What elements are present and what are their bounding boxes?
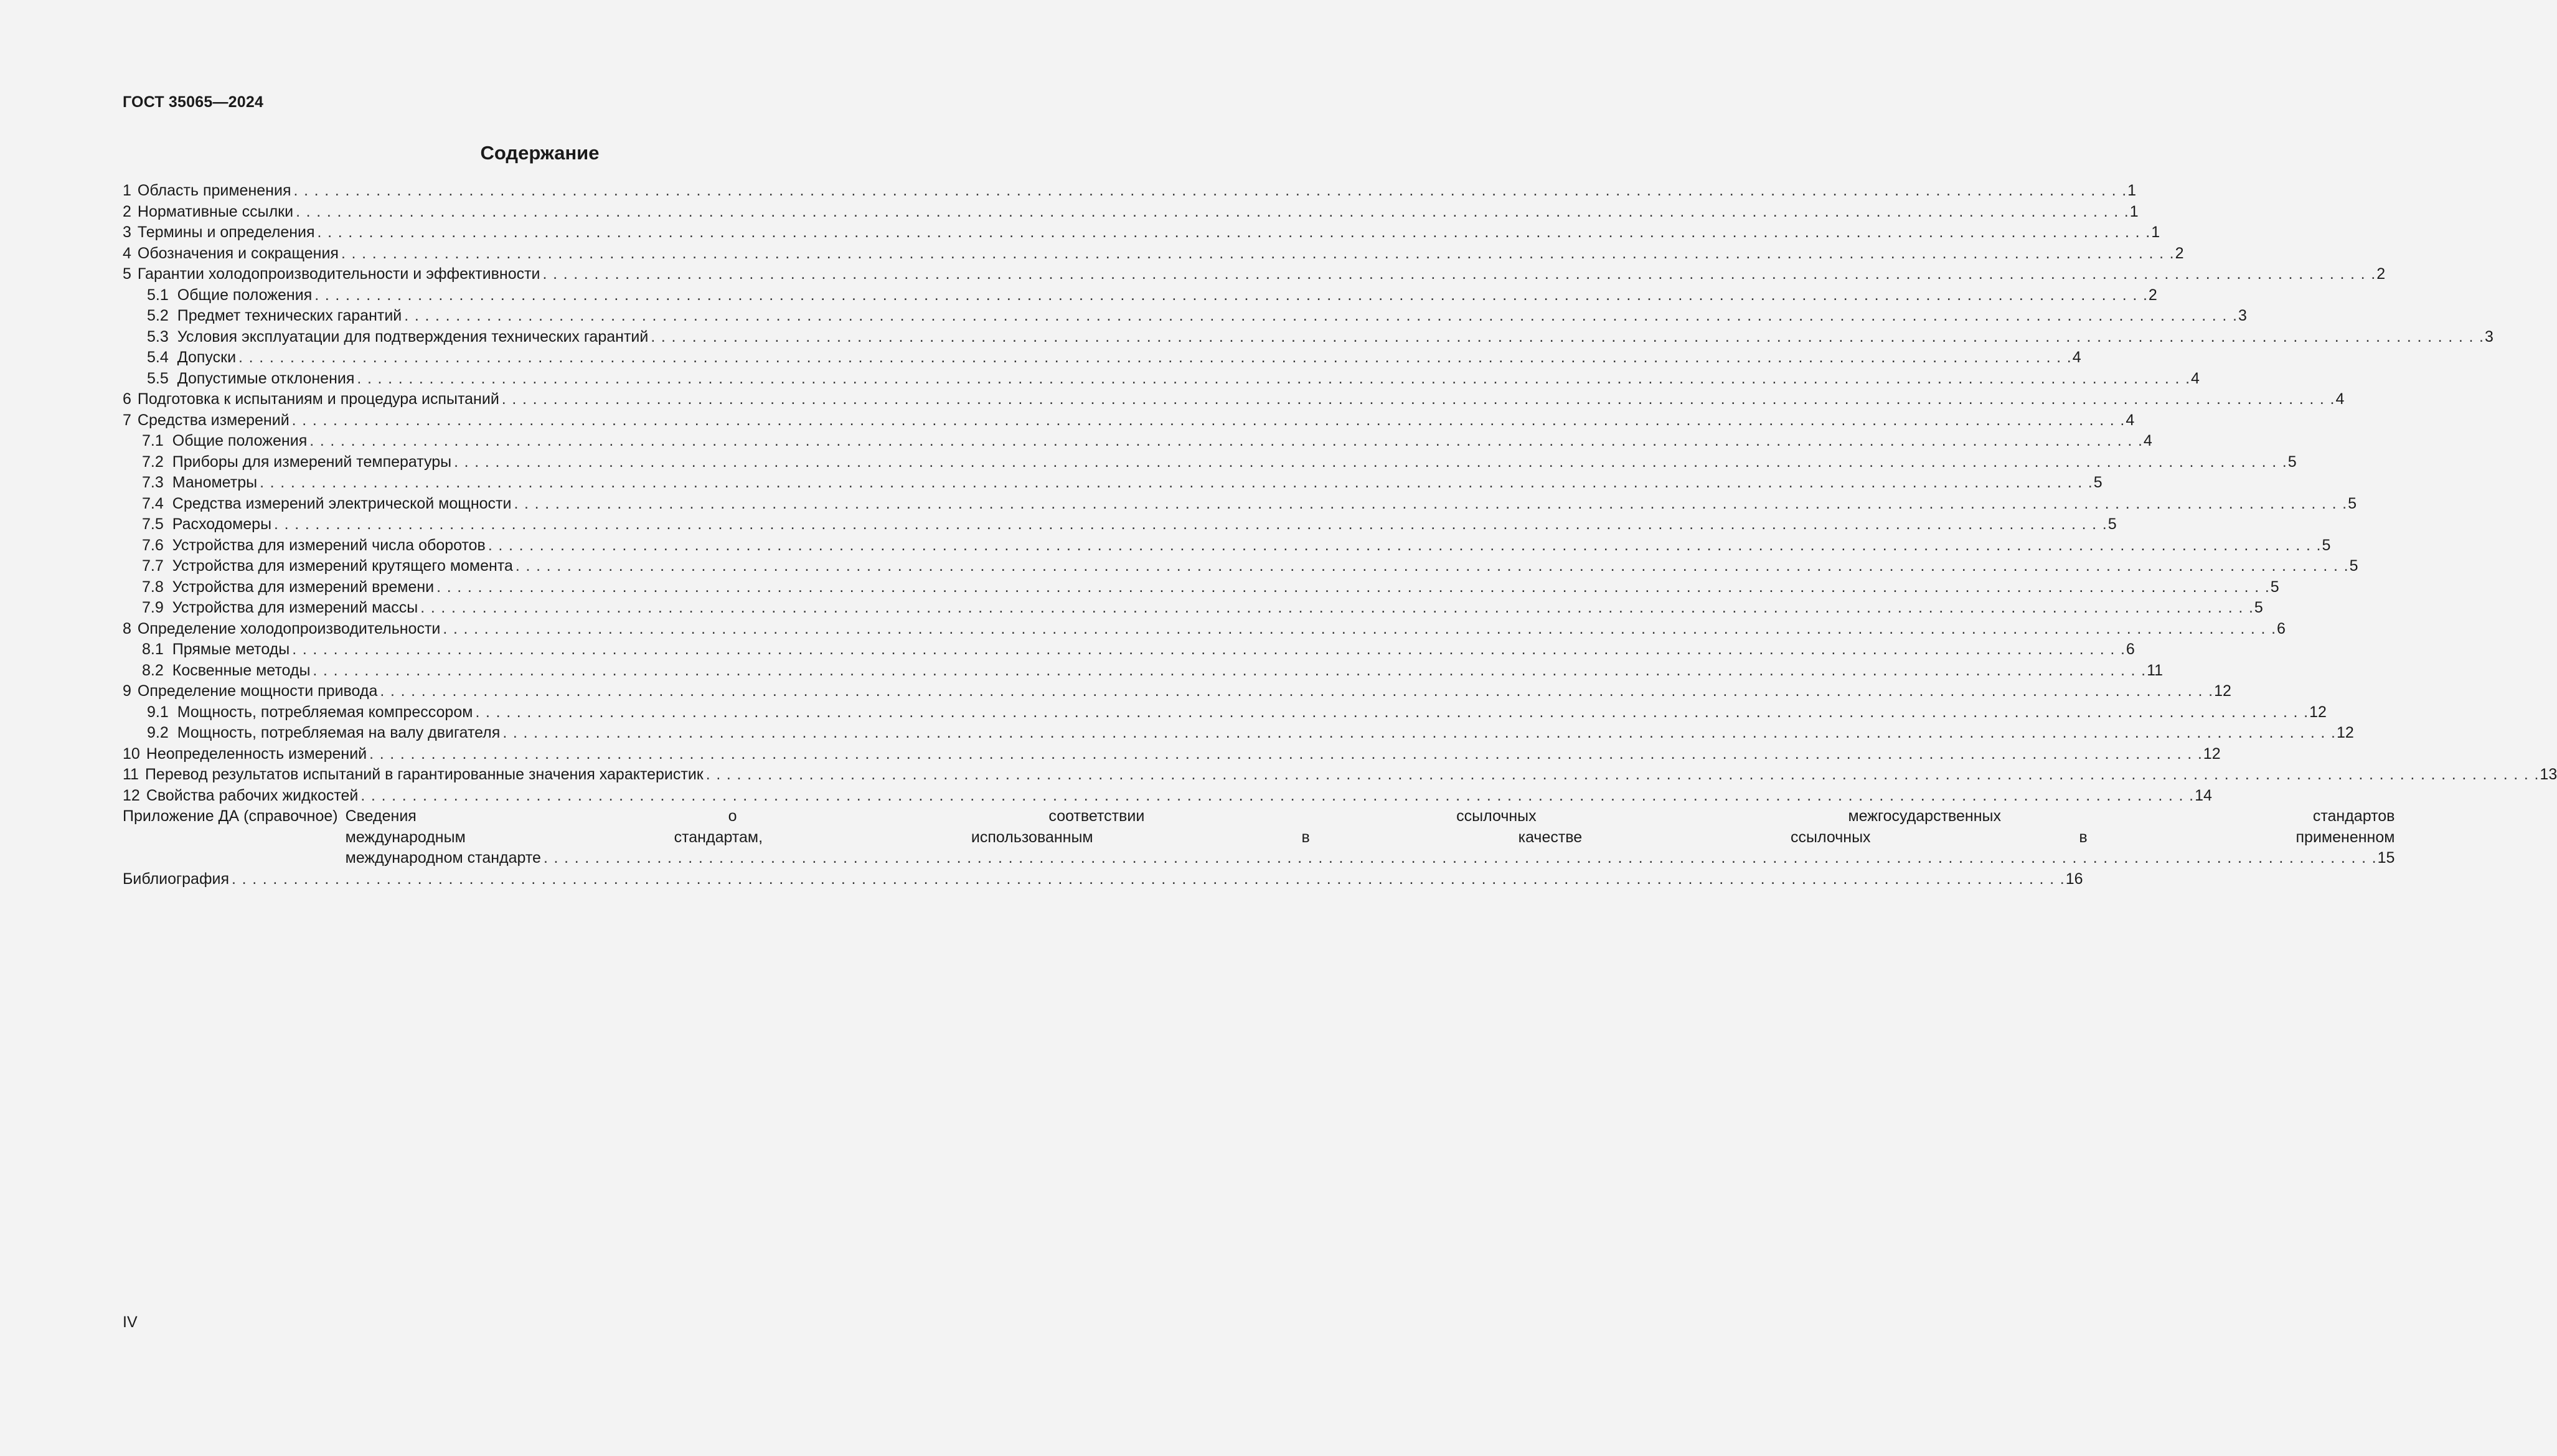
toc-entry-title: Приборы для измерений температуры [172, 453, 452, 471]
toc-entry-title: Область применения [137, 182, 291, 199]
toc-entry[interactable] [123, 535, 2331, 557]
toc-entry-page: 11 [2147, 661, 2164, 679]
toc-entry[interactable] [123, 619, 2286, 640]
toc-entry-page: 5 [2322, 536, 2331, 554]
toc-entry[interactable] [123, 243, 2184, 265]
toc-entry-title: Термины и определения [137, 223, 315, 241]
dot-leader [488, 535, 2321, 557]
toc-entry-number: 9.2 [147, 724, 169, 741]
toc-entry-number: 9.1 [147, 703, 169, 721]
toc-entry[interactable] [123, 786, 2212, 807]
toc-entry-title: Мощность, потребляемая компрессором [177, 703, 473, 721]
toc-entry[interactable] [123, 369, 2200, 390]
toc-entry-number: 5.5 [147, 369, 169, 387]
toc-entry[interactable] [123, 202, 2139, 223]
toc-entry-page: 5 [2107, 515, 2117, 533]
dot-leader [260, 472, 2093, 494]
dot-leader [454, 452, 2287, 473]
dot-leader [516, 556, 2348, 577]
toc-entry-title: Общие положения [177, 286, 313, 304]
toc-entry[interactable] [123, 681, 2231, 702]
toc-entry-page: 5 [2349, 557, 2358, 575]
toc-entry-number: 2 [123, 202, 131, 220]
toc-entry-title: Расходомеры [172, 515, 272, 533]
toc-entry-page: 4 [2126, 411, 2135, 429]
dot-leader [475, 702, 2308, 723]
toc-entry-page: 5 [2270, 578, 2279, 596]
toc-entry-page: 5 [2348, 494, 2357, 512]
toc-entry-page: 14 [2195, 786, 2212, 804]
toc-entry-page: 5 [2254, 599, 2263, 616]
toc-entry-title: Обозначения и сокращения [137, 244, 339, 262]
toc-entry[interactable] [123, 264, 2386, 285]
toc-entry-page: 13 [2540, 766, 2557, 783]
annex-title [346, 806, 2395, 869]
toc-entry-title: Манометры [172, 474, 258, 491]
toc-entry-title: Библиография [123, 870, 230, 888]
dot-leader [292, 639, 2125, 660]
toc-entry-number: 10 [123, 744, 140, 763]
toc-annex-entry[interactable] [123, 806, 2395, 869]
toc-entry-page: 6 [2277, 619, 2286, 637]
toc-entry-number: 7.2 [142, 453, 164, 471]
toc-entry[interactable] [123, 556, 2358, 577]
dot-leader [318, 222, 2150, 243]
toc-entry-number: 8.2 [142, 661, 164, 679]
toc-entry-page: 2 [2175, 244, 2184, 262]
toc-entry[interactable] [123, 452, 2297, 473]
toc-entry-title: Условия эксплуатации для подтверждения технических гарантий [177, 327, 649, 345]
dot-leader [651, 327, 2484, 348]
toc-entry-page: 16 [2065, 870, 2083, 888]
toc-entry-page: 2 [2148, 286, 2157, 304]
dot-leader [543, 264, 2376, 285]
toc-entry[interactable] [123, 514, 2117, 535]
toc-entry-number: 7.8 [142, 578, 164, 596]
toc-entry[interactable] [123, 660, 2164, 682]
toc-entry-number: 8.1 [142, 641, 164, 658]
toc-entry-number: 7.5 [142, 515, 164, 533]
dot-leader [357, 369, 2190, 390]
dot-leader [292, 410, 2125, 431]
table-of-contents [123, 181, 2557, 890]
document-id: ГОСТ 35065—2024 [123, 93, 264, 111]
annex-title-line: международном стандарте [345, 849, 541, 867]
toc-entry-title: Допуски [177, 349, 237, 366]
toc-entry-page: 12 [2309, 703, 2327, 721]
toc-entry[interactable] [123, 639, 2135, 660]
toc-entry[interactable] [123, 702, 2327, 723]
toc-entry[interactable] [123, 494, 2357, 515]
dot-leader [369, 744, 2202, 765]
toc-entry-title: Допустимые отклонения [177, 369, 355, 387]
toc-entry-page: 3 [2238, 307, 2247, 324]
toc-entry-number: 5.1 [147, 286, 169, 304]
toc-entry-number: 5.4 [147, 349, 169, 366]
toc-entry-page: 12 [2203, 744, 2221, 763]
toc-entry-title: Нормативные ссылки [137, 202, 294, 220]
toc-entry[interactable] [123, 764, 2557, 786]
toc-title: Содержание [480, 142, 600, 164]
dot-leader [436, 577, 2269, 598]
toc-entry[interactable] [123, 389, 2345, 410]
dot-leader [293, 181, 2126, 202]
annex-title-last-line [346, 848, 2395, 869]
dot-leader [296, 202, 2129, 223]
page-number: IV [123, 1313, 138, 1331]
toc-entry-number: 7.6 [142, 536, 164, 554]
toc-entry-title: Мощность, потребляемая на валу двигателя [177, 724, 501, 741]
dot-leader [706, 764, 2539, 786]
toc-entry[interactable] [123, 285, 2157, 306]
dot-leader [274, 514, 2107, 535]
toc-entry[interactable] [123, 410, 2135, 431]
toc-entry[interactable] [123, 577, 2279, 598]
toc-entry[interactable] [123, 306, 2247, 327]
toc-entry-page: 4 [2335, 390, 2345, 408]
toc-entry-page: 4 [2143, 432, 2152, 449]
toc-entry-title: Свойства рабочих жидкостей [146, 786, 359, 804]
toc-entry-number: 6 [123, 390, 131, 408]
toc-entry-number: 5.3 [147, 327, 169, 345]
toc-entry[interactable] [123, 723, 2354, 744]
toc-entry-number: 7.3 [142, 474, 164, 491]
toc-entry-title: Косвенные методы [172, 661, 311, 679]
toc-entry-page: 1 [2129, 202, 2139, 220]
toc-entry-title: Подготовка к испытаниям и процедура испытаний [137, 390, 499, 408]
toc-entry-number: 7.1 [142, 432, 164, 449]
toc-entry-page: 4 [2072, 349, 2081, 366]
dot-leader [380, 681, 2213, 702]
toc-entry[interactable] [123, 181, 2137, 202]
toc-entry-page: 3 [2485, 327, 2493, 345]
toc-entry-title: Предмет технических гарантий [177, 307, 402, 324]
toc-entry-number: 9 [123, 682, 131, 700]
toc-entry-number: 8 [123, 619, 131, 637]
toc-entry-title: Устройства для измерений числа оборотов [172, 536, 486, 554]
dot-leader [232, 869, 2065, 890]
toc-entry[interactable] [123, 327, 2493, 348]
toc-entry-number: 12 [123, 786, 140, 804]
toc-entry-number: 7 [123, 411, 131, 429]
toc-entry-number: 7.7 [142, 557, 164, 575]
dot-leader [514, 494, 2347, 515]
toc-entry-page: 5 [2093, 474, 2103, 491]
dot-leader [238, 347, 2071, 369]
annex-title-line: Сведения о соответствии ссылочных межгосударственных стандартов [345, 807, 2395, 825]
toc-entry-page: 5 [2287, 453, 2297, 471]
dot-leader [313, 660, 2145, 682]
dot-leader [360, 786, 2193, 807]
toc-entry-number: 7.4 [142, 494, 164, 512]
toc-entry-title: Устройства для измерений времени [172, 578, 435, 596]
toc-entry[interactable] [123, 744, 2221, 765]
toc-entry-title: Средства измерений [137, 411, 290, 429]
dot-leader [544, 848, 2376, 869]
dot-leader [420, 598, 2253, 619]
toc-entry[interactable] [123, 431, 2152, 452]
toc-entry-number: 3 [123, 223, 131, 241]
toc-entry-page: 15 [2377, 849, 2395, 867]
toc-entry-page: 12 [2214, 682, 2231, 700]
toc-entry-title: Общие положения [172, 432, 308, 449]
toc-entry-page: 12 [2336, 724, 2354, 741]
toc-entry-title: Перевод результатов испытаний в гарантированные значения характеристик [144, 766, 704, 783]
dot-leader [443, 619, 2276, 640]
toc-entry-title: Устройства для измерений массы [172, 599, 418, 616]
annex-title-line: международным стандартам, использованным в качестве ссылочных в примененном [345, 828, 2395, 846]
toc-entry-title: Определение холодопроизводительности [137, 619, 441, 637]
toc-entry-page: 6 [2126, 641, 2135, 658]
dot-leader [309, 431, 2142, 452]
toc-entry-number: 11 [123, 766, 139, 783]
toc-entry-title: Гарантии холодопроизводительности и эффективности [137, 265, 540, 283]
dot-leader [404, 306, 2237, 327]
toc-entry-number: 5 [123, 265, 131, 283]
toc-entry-number: 1 [123, 182, 131, 199]
toc-entry-page: 4 [2191, 369, 2200, 387]
toc-entry-title: Прямые методы [172, 641, 290, 658]
dot-leader [502, 723, 2335, 744]
toc-entry-title: Средства измерений электрической мощности [172, 494, 512, 512]
annex-label: Приложение ДА (справочное) [123, 807, 338, 825]
toc-entry[interactable] [123, 347, 2081, 369]
toc-entry[interactable] [123, 222, 2160, 243]
toc-entry-title: Неопределенность измерений [146, 744, 367, 763]
toc-entry-page: 1 [2151, 223, 2160, 241]
toc-entry-number: 7.9 [142, 599, 164, 616]
dot-leader [502, 389, 2335, 410]
toc-entry-page: 2 [2376, 265, 2386, 283]
toc-entry-page: 1 [2127, 182, 2137, 199]
dot-leader [314, 285, 2147, 306]
toc-entry-number: 4 [123, 244, 131, 262]
toc-entry-number: 5.2 [147, 307, 169, 324]
toc-bibliography-entry[interactable] [123, 869, 2083, 890]
toc-entry-title: Определение мощности привода [137, 682, 378, 700]
dot-leader [341, 243, 2174, 265]
toc-entry[interactable] [123, 472, 2103, 494]
toc-entry-title: Устройства для измерений крутящего момента [172, 557, 513, 575]
toc-entry[interactable] [123, 598, 2263, 619]
